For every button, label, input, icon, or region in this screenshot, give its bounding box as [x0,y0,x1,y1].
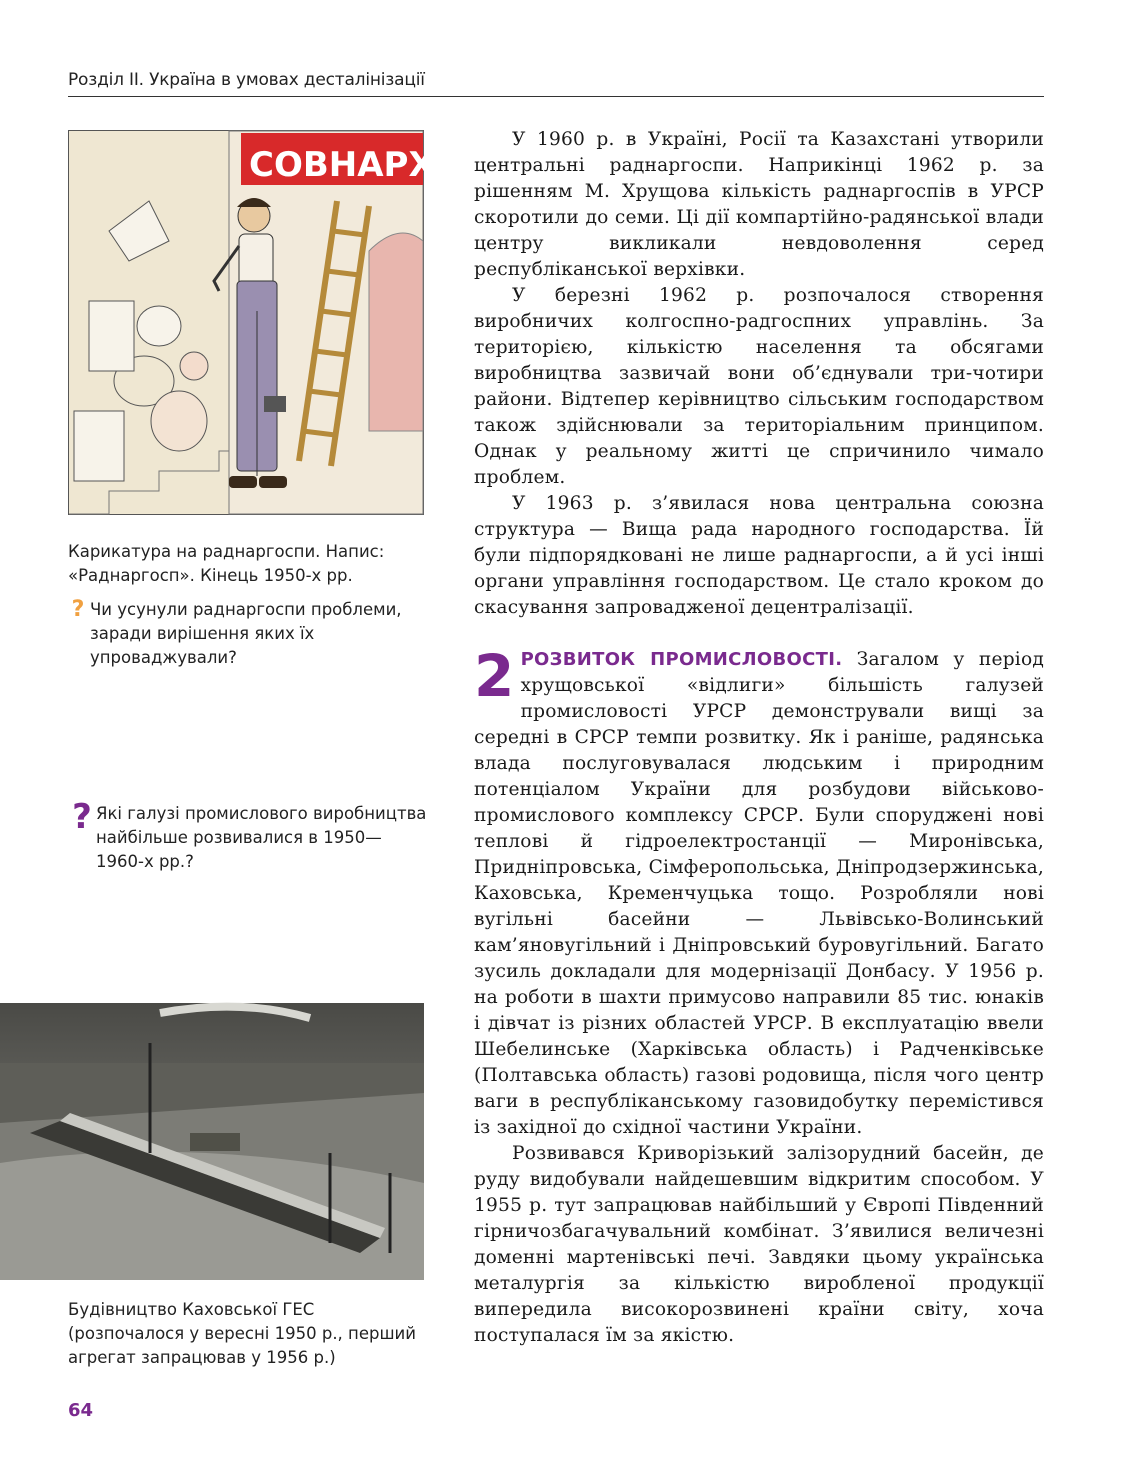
question-mark-icon: ? [71,597,85,622]
question-block-1 [68,598,428,670]
question-block-2 [68,797,428,874]
cartoon-illustration [68,130,488,515]
paragraph: Розвивався Криворізький залізорудний басейн, де руду видобували найдешевшим відкритим способом. У 1955 р. тут запрацював найбільший у Європі Південний гірничозбагачувальний комбінат. З’явилися величезні доменні мартенівські печі. Завдяки цьому українська металургія за кількістю виробленої продукції випередила високорозвинені країни світу, хоча поступалася їм за якістю. [474,1143,1044,1346]
paragraph: У 1963 р. з’явилася нова центральна союзна структура — Вища рада народного господарства. Їй були підпорядковані не лише раднаргоспи, а й усі інші органи управління господарством. Це стало кроком до скасування запровадженої децентралізації. [474,493,1044,618]
section-title: РОЗВИТОК ПРОМИСЛОВОСТІ. [520,649,843,670]
section-industry [474,642,1044,1349]
cartoon-caption: Карикатура на раднаргоспи. Напис: «Раднаргосп». Кінець 1950-х рр. [68,542,385,585]
paragraph: У березні 1962 р. розпочалося створення виробничих колгоспно-радгоспних управлінь. За територією, кількістю населення та обсягами виробництва зазвичай вони об’єднували три-чотири райони. Відтепер керівництво сільським господарством також здійснювали за територіальним принципом. Однак у реальному житті це спричинило чимало проблем. [474,285,1044,488]
paragraph: У 1960 р. в Україні, Росії та Казахстані утворили центральні раднаргоспи. Наприкінці 1962 р. за рішенням М. Хрущова кількість раднаргоспів в УРСР скоротили до семи. Ці дії компартійно-радянської влади центру викликали невдоволення серед республіканської верхівки. [474,129,1044,280]
dam-photo [0,1003,424,1280]
cartoon-sign-text: СОВНАРХОЗ [249,145,488,185]
photo-caption: Будівництво Каховської ГЕС (розпочалося у вересні 1950 р., перший агрегат запрацював у 1956 р.) [68,1300,417,1367]
question-mark-icon: ? [72,797,92,837]
header-divider [68,96,1044,97]
cartoon-drawing [69,131,488,514]
main-text-top [474,127,1044,621]
dam-photo-image [0,1003,424,1280]
running-header: Розділ ІІ. Україна в умовах десталінізації [68,70,425,90]
page-number: 64 [68,1400,94,1421]
section-number: 2 [474,642,515,710]
section-lead-text: Загалом у період хрущовської «відлиги» більшість галузей промисловості УРСР демонстрували вищі за середні в СРСР темпи розвитку. Як і раніше, радянська влада послуговувалася людським і природним потенціалом України для розбудови військово-промислового комплексу СРСР. Були споруджені нові теплові й гідроелектростанції — Миронівська, Придніпровська, Сімферопольська, Дніпродзержинська, Каховська, Кременчуцька тощо. Розробляли нові вугільні басейни — Львівсько-Волинський кам’яновугільний і Дніпровський буровугільний. Багато зусиль докладали для модернізації Донбасу. У 1956 р. на роботи в шахти примусово направили 85 тис. юнаків і дівчат із різних областей УРСР. В експлуатацію ввели Шебелинське (Харківська область) і Радченківське (Полтавська область) газові родовища, після чого центр ваги в республіканському газовидобутку перемістився із західної до східної частини України. [474,649,1044,1138]
question-text: Які галузі промислового виробництва найбільше розвивалися в 1950—1960-х рр.? [96,804,427,871]
question-text: Чи усунули раднаргоспи проблеми, заради вирішення яких їх упроваджували? [90,600,402,667]
